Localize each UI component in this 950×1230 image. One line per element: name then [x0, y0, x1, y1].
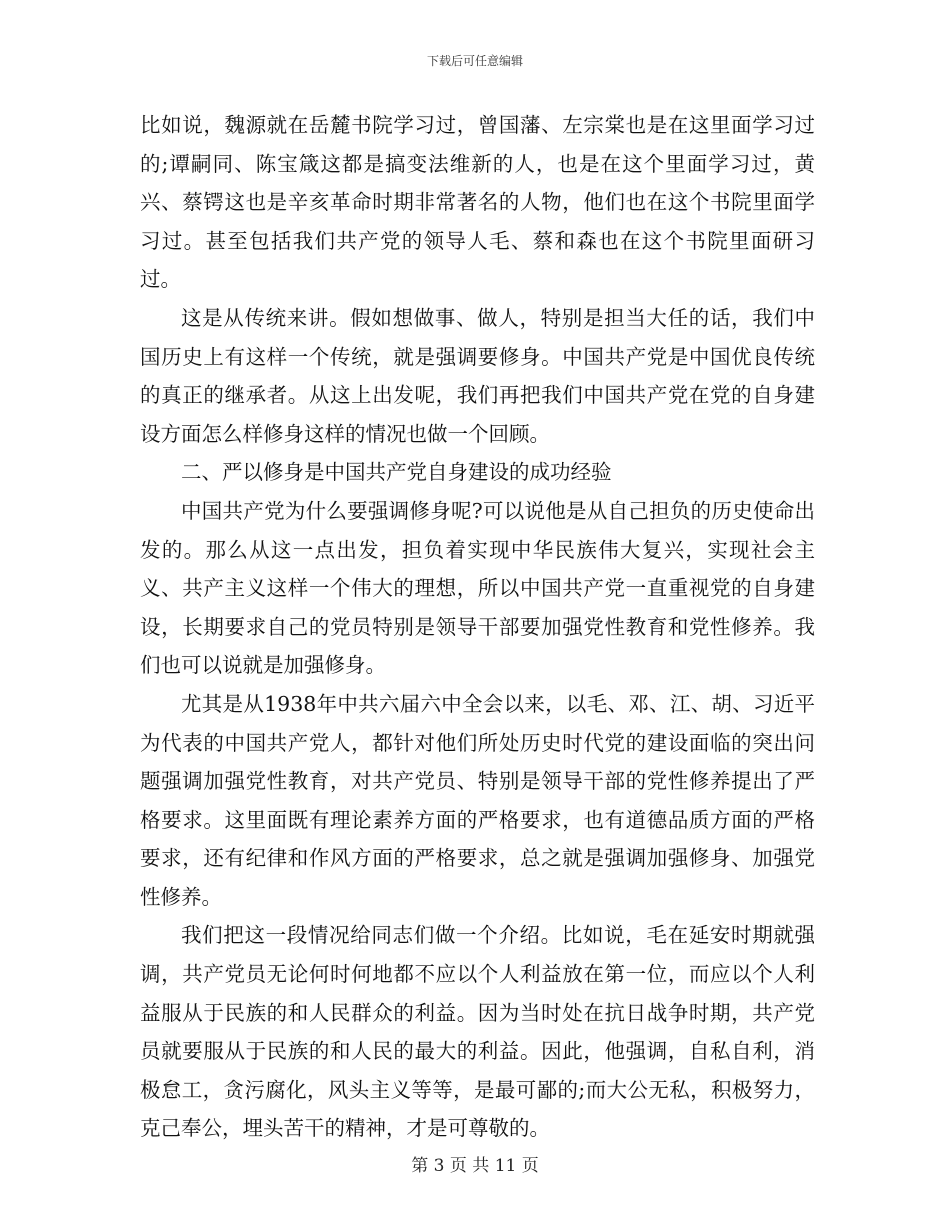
page-number-footer: 第 3 页 共 11 页 [411, 1156, 539, 1176]
paragraph-3: 中国共产党为什么要强调修身呢?可以说他是从自己担负的历史使命出发的。那么从这一点出发，担负着实现中华民族伟大复兴，实现社会主义、共产主义这样一个伟大的理想，所以中国共产党一直重视党的自身建设，长期要求自己的党员特别是领导干部要加强党性教育和党性修养。我们也可以说就是加强修身。 [140, 498, 815, 678]
section-heading: 二、严以修身是中国共产党自身建设的成功经验 [181, 460, 612, 485]
paragraph-1: 比如说，魏源就在岳麓书院学习过，曾国藩、左宗棠也是在这里面学习过的;谭嗣同、陈宝箴这都是搞变法维新的人，也是在这个里面学习过，黄兴、蔡锷这也是辛亥革命时期非常著名的人物，他们也在这个书院里面学习过。甚至包括我们共产党的领导人毛、蔡和森也在这个书院里面研习过。 [140, 113, 815, 292]
paragraph-2: 这是从传统来讲。假如想做事、做人，特别是担当大任的话，我们中国历史上有这样一个传统，就是强调要修身。中国共产党是中国优良传统的真正的继承者。从这上出发呢，我们再把我们中国共产党在党的自身建设方面怎么样修身这样的情况也做一个回顾。 [140, 305, 815, 446]
document-body [140, 106, 815, 1148]
paragraph-4: 尤其是从1938年中共六届六中全会以来，以毛、邓、江、胡、习近平为代表的中国共产党人，都针对他们所处历史时代党的建设面临的突出问题强调加强党性教育，对共产党员、特别是领导干部的党性修养提出了严格要求。这里面既有理论素养方面的严格要求，也有道德品质方面的严格要求，还有纪律和作风方面的严格要求，总之就是强调加强修身、加强党性修养。 [140, 691, 815, 909]
paragraph-5: 我们把这一段情况给同志们做一个介绍。比如说，毛在延安时期就强调，共产党员无论何时何地都不应以个人利益放在第一位，而应以个人利益服从于民族的和人民群众的利益。因为当时处在抗日战争时期，共产党员就要服从于民族的和人民的最大的利益。因此，他强调，自私自利，消极怠工，贪污腐化，风头主义等等，是最可鄙的;而大公无私，积极努力，克己奉公，埋头苦干的精神，才是可尊敬的。 [140, 923, 815, 1141]
page-header-note: 下载后可任意编辑 [426, 54, 523, 68]
